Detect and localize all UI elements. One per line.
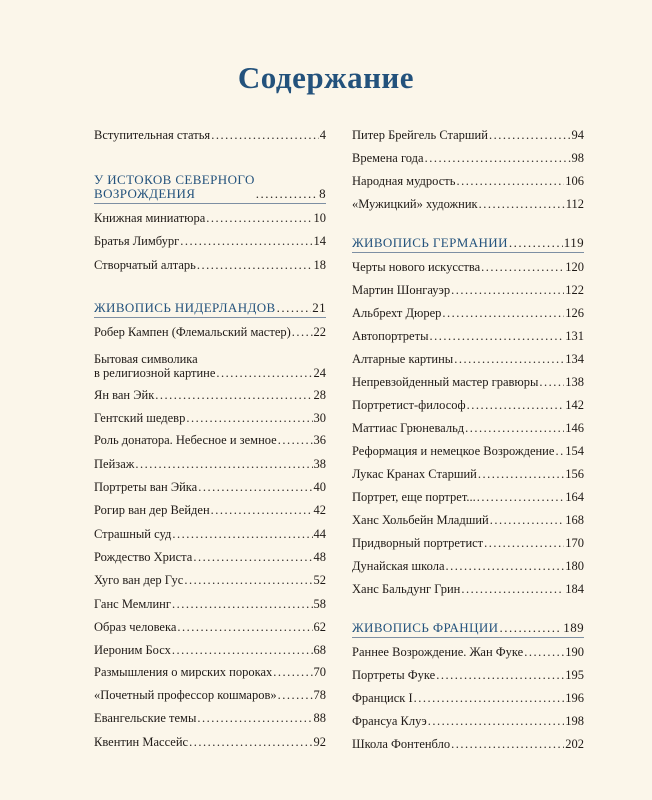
leader-dots [278, 433, 313, 447]
toc-page-number: 22 [313, 325, 326, 339]
leader-dots [451, 283, 564, 297]
toc-entry-title: «Почетный профессор кошмаров» [94, 688, 277, 702]
toc-entry [352, 174, 584, 188]
leader-dots [277, 301, 312, 315]
toc-page-number: 122 [565, 283, 584, 297]
toc-page-number: 28 [313, 388, 326, 402]
leader-dots [454, 352, 564, 366]
toc-page-number: 8 [319, 186, 326, 201]
toc-entry [94, 480, 326, 494]
toc-page-number: 142 [565, 398, 584, 412]
toc-entry [94, 597, 326, 611]
toc-page-number: 195 [565, 668, 584, 682]
toc-section-heading [94, 301, 326, 315]
toc-page-number: 164 [565, 490, 584, 504]
toc-entry [94, 573, 326, 587]
leader-dots [172, 643, 313, 657]
toc-page-number: 202 [565, 737, 584, 751]
leader-dots [186, 411, 312, 425]
toc-entry-title: Портретист-философ [352, 398, 466, 412]
toc-entry-title: Портреты Фуке [352, 668, 436, 682]
toc-entry-title: Братья Лимбург [94, 234, 180, 248]
toc-entry-title: Придворный портретист [352, 536, 484, 550]
toc-page-number: 180 [565, 559, 584, 573]
toc-page-number: 18 [313, 258, 326, 272]
toc-entry-title: Образ человека [94, 620, 177, 634]
toc-entry-title: Портрет, еще портрет... [352, 490, 476, 504]
toc-section-title: ЖИВОПИСЬ НИДЕРЛАНДОВ [94, 300, 276, 315]
leader-dots [465, 421, 564, 435]
toc-page-number: 94 [571, 128, 584, 142]
toc-entry [94, 433, 326, 447]
leader-dots [211, 503, 313, 517]
leader-dots [489, 128, 571, 142]
toc-page-number: 78 [313, 688, 326, 702]
toc-entry-title: Ганс Мемлинг [94, 597, 171, 611]
toc-page-number: 4 [319, 128, 326, 142]
toc-entry-title: Франциск I [352, 691, 413, 705]
toc-entry [352, 691, 584, 705]
leader-dots [216, 366, 312, 380]
toc-entry [352, 714, 584, 728]
leader-dots [172, 527, 312, 541]
toc-page-number: 40 [313, 480, 326, 494]
toc-page-number: 112 [565, 197, 584, 211]
toc-entry [94, 258, 326, 272]
leader-dots [198, 480, 312, 494]
toc-entry-title: Размышления о мирских пороках [94, 665, 273, 679]
toc-page-number: 88 [313, 711, 326, 725]
toc-entry-title: Иероним Босх [94, 643, 171, 657]
leader-dots [436, 668, 564, 682]
toc-section-title [94, 173, 255, 201]
toc-entry-title: Реформация и немецкое Возрождение [352, 444, 555, 458]
toc-page-number: 198 [565, 714, 584, 728]
toc-page-number: 168 [565, 513, 584, 527]
toc-entry-title: Портреты ван Эйка [94, 480, 198, 494]
toc-entry [94, 688, 326, 702]
toc-entry [352, 490, 584, 504]
toc-entry [94, 711, 326, 725]
toc-page-number: 24 [313, 366, 326, 380]
toc-entry [352, 352, 584, 366]
toc-page-number: 14 [313, 234, 326, 248]
leader-dots [211, 128, 319, 142]
toc-entry-title: Гентский шедевр [94, 411, 186, 425]
toc-entry [352, 151, 584, 165]
leader-dots [197, 711, 312, 725]
toc-entry-title: Автопортреты [352, 329, 429, 343]
leader-dots [477, 490, 565, 504]
toc-entry-title: «Мужицкий» художник [352, 197, 478, 211]
toc-page-number: 184 [565, 582, 584, 596]
toc-entry [352, 668, 584, 682]
toc-entry [352, 582, 584, 596]
toc-page-number: 62 [313, 620, 326, 634]
leader-dots [155, 388, 312, 402]
leader-dots [193, 550, 312, 564]
toc-entry [352, 128, 584, 142]
toc-entry-title: Ханс Хольбейн Младший [352, 513, 489, 527]
toc-page-number: 146 [565, 421, 584, 435]
section-rule [352, 637, 584, 638]
toc-page-number: 36 [313, 433, 326, 447]
toc-entry-title: Роль донатора. Небесное и земное [94, 433, 277, 447]
toc-entry-title: Пейзаж [94, 457, 135, 471]
toc-entry [94, 211, 326, 225]
toc-page-number: 52 [313, 573, 326, 587]
toc-entry-title: Школа Фонтенбло [352, 737, 451, 751]
toc-entry-title: Книжная миниатюра [94, 211, 206, 225]
toc-entry-title: Створчатый алтарь [94, 258, 196, 272]
leader-dots [172, 597, 313, 611]
toc-entry-title: Питер Брейгель Старший [352, 128, 488, 142]
toc-page-number: 138 [565, 375, 584, 389]
toc-entry [352, 513, 584, 527]
leader-dots [461, 582, 564, 596]
toc-entry-title: Мартин Шонгауэр [352, 283, 451, 297]
toc-entry [352, 737, 584, 751]
toc-entry-title: Квентин Массейс [94, 735, 189, 749]
leader-dots [206, 211, 312, 225]
leader-dots [429, 329, 564, 343]
toc-entry [94, 325, 326, 339]
toc-entry-title: Времена года [352, 151, 424, 165]
leader-dots [446, 559, 565, 573]
toc-page-number: 156 [565, 467, 584, 481]
toc-page-number: 120 [565, 260, 584, 274]
toc-section-heading [94, 173, 326, 201]
leader-dots [479, 197, 565, 211]
toc-entry [352, 645, 584, 659]
leader-dots [177, 620, 312, 634]
toc-entry [352, 421, 584, 435]
toc-entry [94, 352, 326, 380]
toc-entry [352, 536, 584, 550]
leader-dots [499, 621, 562, 635]
toc-section-title: ЖИВОПИСЬ ФРАНЦИИ [352, 620, 499, 635]
leader-dots [425, 151, 571, 165]
toc-entry [94, 457, 326, 471]
leader-dots [467, 398, 565, 412]
toc-page-number: 68 [313, 643, 326, 657]
toc-page-number: 131 [565, 329, 584, 343]
leader-dots [490, 513, 565, 527]
toc-entry-title: Франсуа Клуэ [352, 714, 427, 728]
leader-dots [292, 325, 313, 339]
toc-page-number: 134 [565, 352, 584, 366]
toc-page-number: 189 [563, 620, 584, 635]
leader-dots [539, 375, 564, 389]
section-rule [352, 252, 584, 253]
leader-dots [456, 174, 564, 188]
toc-entry [352, 260, 584, 274]
toc-entry-title: Лукас Кранах Старший [352, 467, 477, 481]
toc-entry-title: Рождество Христа [94, 550, 193, 564]
toc-entry-title: Ян ван Эйк [94, 388, 155, 402]
leader-dots [278, 688, 313, 702]
leader-dots [184, 573, 312, 587]
toc-entry [352, 197, 584, 211]
leader-dots [135, 457, 312, 471]
toc-entry [352, 329, 584, 343]
toc-page-number: 92 [313, 735, 326, 749]
toc-entry [352, 306, 584, 320]
leader-dots [414, 691, 565, 705]
toc-section-heading [352, 236, 584, 250]
toc-entry-title: Альбрехт Дюрер [352, 306, 442, 320]
toc-page-number: 38 [313, 457, 326, 471]
toc-entry [94, 620, 326, 634]
toc-entry [352, 398, 584, 412]
leader-dots [481, 260, 564, 274]
leader-dots [189, 735, 312, 749]
page-title: Содержание [237, 60, 415, 95]
toc-page-number: 154 [565, 444, 584, 458]
leader-dots [428, 714, 565, 728]
toc-entry [94, 234, 326, 248]
leader-dots [256, 187, 318, 201]
leader-dots [451, 737, 564, 751]
toc-page-number: 106 [565, 174, 584, 188]
toc-page-number: 70 [313, 665, 326, 679]
section-rule [94, 203, 326, 204]
toc-entry [352, 559, 584, 573]
toc-title-line: в религиозной картине [94, 366, 216, 380]
toc-entry [352, 375, 584, 389]
leader-dots [273, 665, 312, 679]
toc-title-line: ВОЗРОЖДЕНИЯ [94, 186, 196, 201]
toc-page-number: 58 [313, 597, 326, 611]
toc-entry [94, 643, 326, 657]
leader-dots [555, 444, 564, 458]
toc-entry [94, 503, 326, 517]
toc-entry [352, 283, 584, 297]
toc-entry-title [94, 352, 215, 380]
toc-entry [94, 665, 326, 679]
toc-entry [94, 388, 326, 402]
leader-dots [509, 236, 563, 250]
toc-entry-title: Ханс Бальдунг Грин [352, 582, 461, 596]
toc-page-number: 30 [313, 411, 326, 425]
toc-entry-title: Дунайская школа [352, 559, 445, 573]
toc-entry-title: Робер Кампен (Флемальский мастер) [94, 325, 291, 339]
toc-page-number: 126 [565, 306, 584, 320]
toc-page-number: 196 [565, 691, 584, 705]
toc-page-number: 190 [565, 645, 584, 659]
toc-entry [352, 444, 584, 458]
toc-entry-title: Хуго ван дер Гус [94, 573, 184, 587]
toc-section-title: ЖИВОПИСЬ ГЕРМАНИИ [352, 235, 508, 250]
toc-entry-title: Евангельские темы [94, 711, 197, 725]
toc-entry [94, 735, 326, 749]
toc-title-line: У ИСТОКОВ СЕВЕРНОГО [94, 172, 255, 187]
section-rule [94, 317, 326, 318]
toc-entry-title: Маттиас Грюневальд [352, 421, 465, 435]
toc-page-number: 119 [563, 235, 584, 250]
toc-entry [94, 527, 326, 541]
toc-entry-title: Народная мудрость [352, 174, 456, 188]
toc-entry [94, 550, 326, 564]
toc-entry-title: Раннее Возрождение. Жан Фуке [352, 645, 524, 659]
toc-entry-title: Непревзойденный мастер гравюры [352, 375, 539, 389]
leader-dots [524, 645, 564, 659]
toc-entry-title: Черты нового искусства [352, 260, 481, 274]
toc-page-number: 48 [313, 550, 326, 564]
leader-dots [180, 234, 312, 248]
leader-dots [442, 306, 564, 320]
toc-section-heading [352, 621, 584, 635]
toc-page-number: 44 [313, 527, 326, 541]
toc-page-number: 21 [312, 300, 326, 315]
toc-entry [94, 411, 326, 425]
toc-page-number: 10 [313, 211, 326, 225]
toc-title-line: Бытовая символика [94, 352, 198, 366]
toc-entry-title: Вступительная статья [94, 128, 211, 142]
toc-entry [94, 128, 326, 142]
toc-page-number: 42 [313, 503, 326, 517]
leader-dots [484, 536, 564, 550]
toc-entry-title: Алтарные картины [352, 352, 454, 366]
toc-page-number: 170 [565, 536, 584, 550]
toc-entry-title: Страшный суд [94, 527, 172, 541]
leader-dots [197, 258, 313, 272]
toc-entry [352, 467, 584, 481]
leader-dots [478, 467, 564, 481]
toc-entry-title: Рогир ван дер Вейден [94, 503, 210, 517]
toc-page-number: 98 [571, 151, 584, 165]
